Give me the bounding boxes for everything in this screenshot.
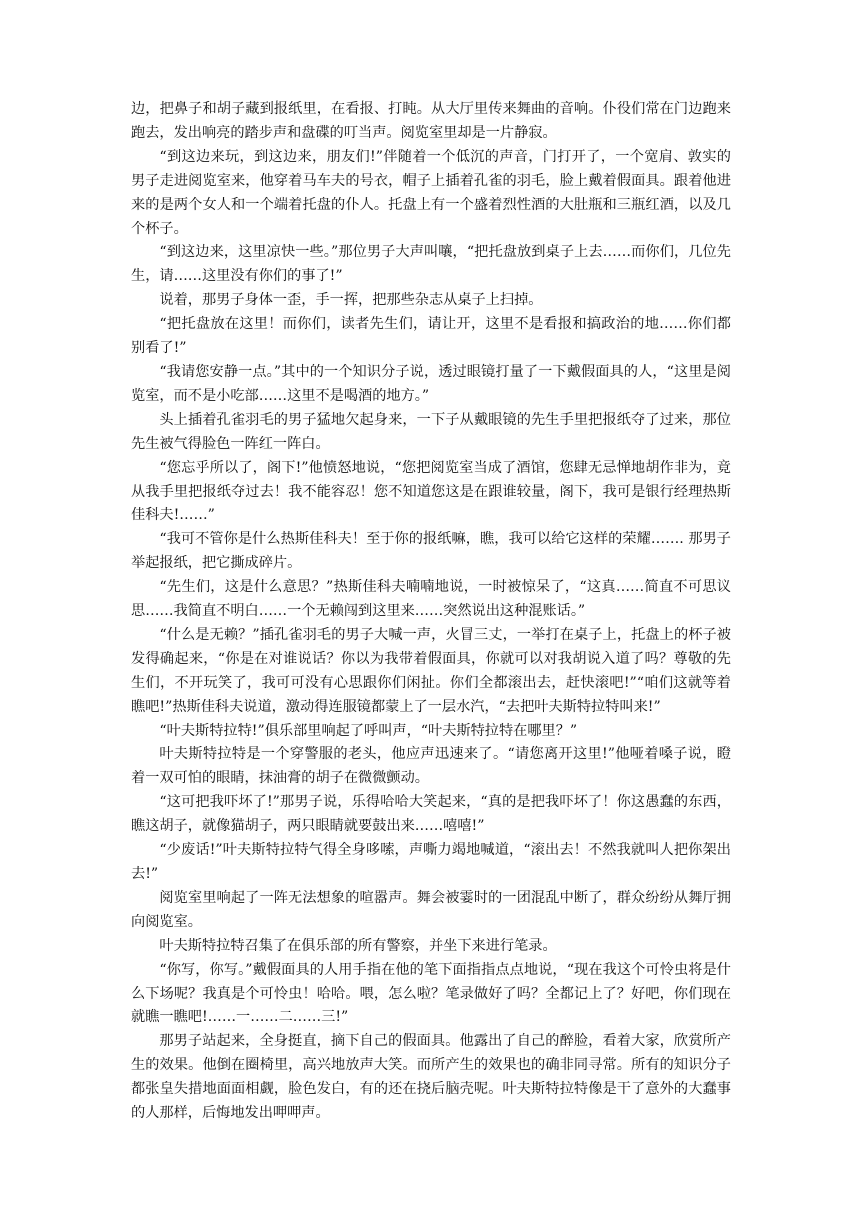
paragraph: “把托盘放在这里！而你们，读者先生们，请让开，这里不是看报和搞政治的地……你们都别看了!” bbox=[131, 316, 731, 357]
paragraph: 叶夫斯特拉特召集了在俱乐部的所有警察，并坐下来进行笔录。 bbox=[159, 937, 557, 954]
paragraph: “少废话!”叶夫斯特拉特气得全身哆嗦，声嘶力竭地喊道，“滚出去！不然我就叫人把你架出去!” bbox=[131, 842, 731, 882]
paragraph: “我可不管你是什么热斯佳科夫！至于你的报纸嘛，瞧，我可以给它这样的荣耀……. 那男子举起报纸，把它撕成碎片。 bbox=[131, 531, 731, 572]
paragraph: “到这边来玩，到这边来，朋友们!”伴随着一个低沉的声音，门打开了，一个宽肩、敦实的男子走进阅览室来，他穿着马车夫的号衣，帽子上插着孔雀的羽毛，脸上戴着假面具。跟着他进来的是两个女人和一个端着托盘的仆人。托盘上有一个盛着烈性酒的大肚瓶和三瓶红酒，以及几个杯子。 bbox=[131, 148, 731, 237]
paragraph: “先生们，这是什么意思？”热斯佳科夫喃喃地说，一时被惊呆了，“这真……简直不可思议思……我简直不明白……一个无赖闯到这里来……突然说出这种混账话。” bbox=[131, 579, 731, 620]
paragraph: 头上插着孔雀羽毛的男子猛地欠起身来，一下子从戴眼镜的先生手里把报纸夺了过来，那位先生被气得脸色一阵红一阵白。 bbox=[131, 411, 731, 452]
paragraph: 边，把鼻子和胡子藏到报纸里，在看报、打盹。从大厅里传来舞曲的音响。仆役们常在门边跑来跑去，发出响亮的踏步声和盘碟的叮当声。阅览室里却是一片静寂。 bbox=[131, 101, 731, 141]
paragraph: 阅览室里响起了一阵无法想象的喧嚣声。舞会被霎时的一团混乱中断了，群众纷纷从舞厅拥向阅览室。 bbox=[131, 889, 731, 930]
paragraph: 那男子站起来，全身挺直，摘下自己的假面具。他露出了自己的醉脸，看着大家，欣赏所产生的效果。他倒在圈椅里，高兴地放声大笑。而所产生的效果也的确非同寻常。所有的知识分子都张皇失措地面面相觑，脸色发白，有的还在挠后脑壳呢。叶夫斯特拉特像是干了意外的大蠢事的人那样，后悔地发出呷呷声。 bbox=[131, 1033, 731, 1122]
paragraph: “我请您安静一点。”其中的一个知识分子说，透过眼镜打量了一下戴假面具的人，“这里是阅览室，而不是小吃部……这里不是喝酒的地方。” bbox=[131, 363, 731, 404]
paragraph: “到这边来，这里凉快一些。”那位男子大声叫嚷，“把托盘放到桌子上去……而你们，几位先生，请……这里没有你们的事了!” bbox=[131, 244, 731, 285]
paragraph: “叶夫斯特拉特!”俱乐部里响起了呼叫声，“叶夫斯特拉特在哪里？” bbox=[159, 722, 578, 739]
paragraph: 叶夫斯特拉特是一个穿警服的老头，他应声迅速来了。“请您离开这里!”他哑着嗓子说，瞪着一双可怕的眼睛，抹油膏的胡子在微微颤动。 bbox=[131, 746, 731, 787]
paragraph: “你写，你写。”戴假面具的人用手指在他的笔下面指指点点地说，“现在我这个可怜虫将是什么下场呢？我真是个可怜虫！哈哈。喂，怎么啦？笔录做好了吗？全都记上了？好吧，你们现在就瞧一瞧吧!……一……二……三!” bbox=[131, 961, 731, 1026]
paragraph: “什么是无赖？”插孔雀羽毛的男子大喊一声，火冒三丈，一举打在桌子上，托盘上的杯子被发得确起来，“你是在对谁说话？你以为我带着假面具，你就可以对我胡说入道了吗？尊敬的先生们，不开玩笑了，我可可没有心思跟你们闲扯。你们全都滚出去，赶快滚吧!”“咱们这就等着瞧吧!”热斯佳科夫说道，激动得连服镜都蒙上了一层水汽，“去把叶夫斯特拉特叫来!” bbox=[131, 626, 731, 715]
paragraph: “这可把我吓坏了!”那男子说，乐得哈哈大笑起来，“真的是把我吓坏了！你这愚蠢的东西，瞧这胡子，就像猫胡子，两只眼睛就要鼓出来……嘻嘻!” bbox=[131, 794, 731, 835]
document-page bbox=[131, 98, 731, 1126]
paragraph: 说着，那男子身体一歪，手一挥，把那些杂志从桌子上扫掉。 bbox=[159, 292, 543, 309]
paragraph: “您忘乎所以了，阁下!”他愤怒地说，“您把阅览室当成了酒馆，您肆无忌惮地胡作非为，竟从我手里把报纸夺过去！我不能容忍！您不知道您这是在跟谁较量，阁下，我可是银行经理热斯佳科夫!……” bbox=[131, 459, 731, 524]
